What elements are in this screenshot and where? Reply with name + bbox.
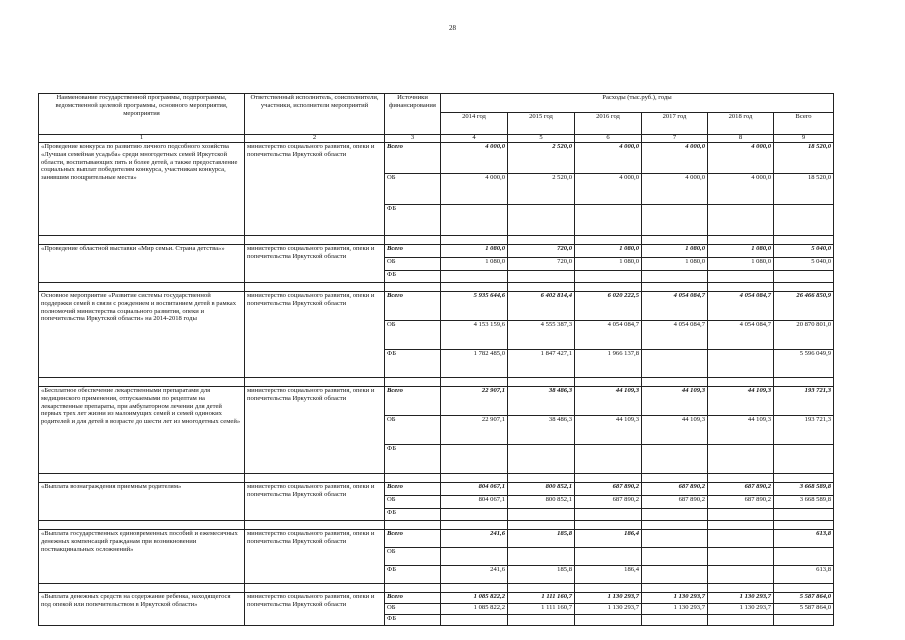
year-value-cell: 44 109,3 bbox=[642, 416, 708, 445]
empty-cell bbox=[708, 236, 774, 245]
year-value-cell bbox=[708, 530, 774, 548]
year-value-cell bbox=[575, 205, 642, 236]
total-value-cell bbox=[774, 548, 834, 566]
executor-cell: министерство социального развития, опеки и попечительства Иркутской области bbox=[245, 387, 385, 474]
header-year: 2015 год bbox=[508, 113, 575, 135]
year-value-cell bbox=[575, 509, 642, 521]
year-value-cell: 720,0 bbox=[508, 258, 575, 271]
table-row bbox=[39, 483, 834, 496]
empty-cell bbox=[508, 521, 575, 530]
empty-cell bbox=[441, 474, 508, 483]
empty-cell bbox=[642, 584, 708, 593]
year-value-cell bbox=[642, 509, 708, 521]
year-value-cell bbox=[708, 509, 774, 521]
program-name-cell: «Проведение областной выставки «Мир семьи. Страна детства»» bbox=[39, 245, 245, 283]
funding-source-cell: ФБ bbox=[385, 271, 441, 283]
total-value-cell: 3 668 589,8 bbox=[774, 496, 834, 509]
empty-cell bbox=[385, 236, 441, 245]
empty-cell bbox=[642, 474, 708, 483]
year-value-cell: 720,0 bbox=[508, 245, 575, 258]
empty-cell bbox=[774, 236, 834, 245]
year-value-cell bbox=[575, 548, 642, 566]
funding-source-cell: ОБ bbox=[385, 258, 441, 271]
header-year: 2016 год bbox=[575, 113, 642, 135]
empty-cell bbox=[39, 584, 245, 593]
year-value-cell: 1 080,0 bbox=[642, 245, 708, 258]
column-number: 7 bbox=[642, 135, 708, 143]
year-value-cell: 186,4 bbox=[575, 530, 642, 548]
year-value-cell bbox=[441, 205, 508, 236]
year-value-cell: 1 111 160,7 bbox=[508, 604, 575, 615]
funding-source-cell: ОБ bbox=[385, 416, 441, 445]
year-value-cell bbox=[708, 350, 774, 378]
year-value-cell: 687 890,2 bbox=[708, 483, 774, 496]
funding-source-cell: Всего bbox=[385, 593, 441, 604]
year-value-cell: 185,8 bbox=[508, 566, 575, 584]
year-value-cell: 1 080,0 bbox=[575, 258, 642, 271]
empty-cell bbox=[39, 474, 245, 483]
funding-source-cell: Всего bbox=[385, 245, 441, 258]
row-separator bbox=[39, 378, 834, 387]
empty-cell bbox=[708, 474, 774, 483]
column-number: 6 bbox=[575, 135, 642, 143]
header-program: Наименование государственной программы, подпрограммы, ведомственной целевой программы, основного мероприятия, мероприятия bbox=[39, 94, 245, 135]
year-value-cell: 4 054 084,7 bbox=[642, 321, 708, 350]
funding-source-cell: ФБ bbox=[385, 205, 441, 236]
budget-table-body bbox=[39, 94, 834, 626]
empty-cell bbox=[575, 521, 642, 530]
year-value-cell bbox=[642, 566, 708, 584]
total-value-cell: 26 466 850,9 bbox=[774, 292, 834, 321]
program-name-cell: «Выплата денежных средств на содержание ребенка, находящегося под опекой или попечительством в Иркутской области» bbox=[39, 593, 245, 626]
year-value-cell bbox=[642, 530, 708, 548]
year-value-cell bbox=[508, 548, 575, 566]
funding-source-cell: ОБ bbox=[385, 321, 441, 350]
funding-source-cell: ФБ bbox=[385, 566, 441, 584]
column-number: 3 bbox=[385, 135, 441, 143]
row-separator bbox=[39, 236, 834, 245]
year-value-cell: 687 890,2 bbox=[575, 496, 642, 509]
year-value-cell bbox=[508, 271, 575, 283]
column-number: 9 bbox=[774, 135, 834, 143]
year-value-cell: 4 000,0 bbox=[575, 143, 642, 174]
year-value-cell: 38 486,3 bbox=[508, 416, 575, 445]
program-name-cell: Основное мероприятие «Развитие системы государственной поддержки семей в связи с рождением и воспитанием детей в рамках полномочий министерства социального развития, опеки и попечительства Иркутской области» на 2014-2018 годы bbox=[39, 292, 245, 378]
header-year: 2014 год bbox=[441, 113, 508, 135]
empty-cell bbox=[385, 378, 441, 387]
year-value-cell: 4 153 159,6 bbox=[441, 321, 508, 350]
year-value-cell bbox=[508, 445, 575, 474]
empty-cell bbox=[575, 378, 642, 387]
empty-cell bbox=[575, 474, 642, 483]
executor-cell: министерство социального развития, опеки и попечительства Иркутской области bbox=[245, 483, 385, 521]
year-value-cell bbox=[441, 548, 508, 566]
header-year: 2018 год bbox=[708, 113, 774, 135]
year-value-cell: 1 847 427,1 bbox=[508, 350, 575, 378]
funding-source-cell: ОБ bbox=[385, 174, 441, 205]
funding-source-cell: ФБ bbox=[385, 445, 441, 474]
total-value-cell bbox=[774, 509, 834, 521]
total-value-cell bbox=[774, 615, 834, 626]
empty-cell bbox=[642, 236, 708, 245]
empty-cell bbox=[708, 283, 774, 292]
year-value-cell bbox=[441, 271, 508, 283]
empty-cell bbox=[508, 236, 575, 245]
budget-table bbox=[38, 93, 834, 626]
empty-cell bbox=[508, 584, 575, 593]
year-value-cell: 1 080,0 bbox=[642, 258, 708, 271]
empty-cell bbox=[39, 378, 245, 387]
total-value-cell bbox=[774, 271, 834, 283]
year-value-cell: 804 067,1 bbox=[441, 483, 508, 496]
total-value-cell: 5 587 864,0 bbox=[774, 604, 834, 615]
funding-source-cell: Всего bbox=[385, 143, 441, 174]
year-value-cell: 4 000,0 bbox=[642, 174, 708, 205]
empty-cell bbox=[774, 283, 834, 292]
empty-cell bbox=[774, 584, 834, 593]
year-value-cell bbox=[708, 205, 774, 236]
year-value-cell: 6 402 814,4 bbox=[508, 292, 575, 321]
total-value-cell: 193 721,3 bbox=[774, 416, 834, 445]
table-row bbox=[39, 387, 834, 416]
total-value-cell: 18 520,0 bbox=[774, 174, 834, 205]
year-value-cell: 44 109,3 bbox=[575, 416, 642, 445]
table-row bbox=[39, 245, 834, 258]
funding-source-cell: Всего bbox=[385, 483, 441, 496]
year-value-cell: 687 890,2 bbox=[708, 496, 774, 509]
column-number: 1 bbox=[39, 135, 245, 143]
empty-cell bbox=[575, 584, 642, 593]
year-value-cell: 1 130 293,7 bbox=[708, 604, 774, 615]
year-value-cell: 1 080,0 bbox=[441, 245, 508, 258]
empty-cell bbox=[774, 378, 834, 387]
year-value-cell bbox=[642, 271, 708, 283]
empty-cell bbox=[39, 236, 245, 245]
year-value-cell bbox=[708, 548, 774, 566]
year-value-cell: 1 130 293,7 bbox=[642, 593, 708, 604]
year-value-cell: 5 935 644,6 bbox=[441, 292, 508, 321]
funding-source-cell: Всего bbox=[385, 387, 441, 416]
year-value-cell: 687 890,2 bbox=[642, 483, 708, 496]
year-value-cell bbox=[642, 445, 708, 474]
empty-cell bbox=[245, 584, 385, 593]
executor-cell: министерство социального развития, опеки и попечительства Иркутской области bbox=[245, 530, 385, 584]
empty-cell bbox=[642, 283, 708, 292]
year-value-cell bbox=[441, 615, 508, 626]
year-value-cell bbox=[642, 615, 708, 626]
year-value-cell: 6 020 222,5 bbox=[575, 292, 642, 321]
header-row bbox=[39, 94, 834, 113]
empty-cell bbox=[708, 521, 774, 530]
table-row bbox=[39, 143, 834, 174]
empty-cell bbox=[508, 378, 575, 387]
year-value-cell bbox=[575, 445, 642, 474]
year-value-cell: 1 130 293,7 bbox=[575, 593, 642, 604]
year-value-cell: 4 000,0 bbox=[708, 174, 774, 205]
program-name-cell: «Проведение конкурса по развитию личного подсобного хозяйства «Лучшая семейная усадьба» среди многодетных семей Иркутской области, воспитывающих пять и более детей, а также предоставление социальных выплат победителям конкурса, участникам конкурса, занявшим поощрительные места» bbox=[39, 143, 245, 236]
total-value-cell: 5 596 049,9 bbox=[774, 350, 834, 378]
year-value-cell: 4 054 084,7 bbox=[642, 292, 708, 321]
year-value-cell: 22 907,1 bbox=[441, 416, 508, 445]
empty-cell bbox=[245, 283, 385, 292]
year-value-cell: 804 067,1 bbox=[441, 496, 508, 509]
year-value-cell: 44 109,3 bbox=[575, 387, 642, 416]
year-value-cell: 1 130 293,7 bbox=[642, 604, 708, 615]
column-number: 4 bbox=[441, 135, 508, 143]
year-value-cell bbox=[508, 205, 575, 236]
empty-cell bbox=[385, 584, 441, 593]
total-value-cell: 18 520,0 bbox=[774, 143, 834, 174]
year-value-cell bbox=[575, 271, 642, 283]
empty-cell bbox=[441, 378, 508, 387]
year-value-cell: 1 130 293,7 bbox=[575, 604, 642, 615]
empty-cell bbox=[508, 474, 575, 483]
empty-cell bbox=[245, 474, 385, 483]
year-value-cell: 44 109,3 bbox=[708, 416, 774, 445]
empty-cell bbox=[642, 521, 708, 530]
year-value-cell: 1 080,0 bbox=[708, 245, 774, 258]
year-value-cell bbox=[708, 445, 774, 474]
empty-cell bbox=[441, 283, 508, 292]
executor-cell: министерство социального развития, опеки и попечительства Иркутской области bbox=[245, 245, 385, 283]
year-value-cell: 1 085 822,2 bbox=[441, 604, 508, 615]
year-value-cell: 1 080,0 bbox=[441, 258, 508, 271]
header-source: Источники финансирования bbox=[385, 94, 441, 135]
empty-cell bbox=[245, 521, 385, 530]
year-value-cell bbox=[508, 615, 575, 626]
total-value-cell: 5 040,0 bbox=[774, 258, 834, 271]
year-value-cell: 241,6 bbox=[441, 530, 508, 548]
empty-cell bbox=[39, 283, 245, 292]
funding-source-cell: ФБ bbox=[385, 509, 441, 521]
year-value-cell: 1 130 293,7 bbox=[708, 593, 774, 604]
header-expenses: Расходы (тыс.руб.), годы bbox=[441, 94, 834, 113]
year-value-cell bbox=[575, 615, 642, 626]
total-value-cell: 5 040,0 bbox=[774, 245, 834, 258]
year-value-cell: 2 520,0 bbox=[508, 174, 575, 205]
year-value-cell bbox=[642, 350, 708, 378]
year-value-cell: 687 890,2 bbox=[642, 496, 708, 509]
funding-source-cell: Всего bbox=[385, 292, 441, 321]
year-value-cell: 4 000,0 bbox=[642, 143, 708, 174]
total-value-cell bbox=[774, 445, 834, 474]
total-value-cell: 5 587 864,0 bbox=[774, 593, 834, 604]
year-value-cell bbox=[708, 271, 774, 283]
year-value-cell: 4 000,0 bbox=[708, 143, 774, 174]
year-value-cell: 185,8 bbox=[508, 530, 575, 548]
executor-cell: министерство социального развития, опеки и попечительства Иркутской области bbox=[245, 292, 385, 378]
year-value-cell bbox=[708, 566, 774, 584]
executor-cell: министерство социального развития, опеки и попечительства Иркутской области bbox=[245, 593, 385, 626]
year-value-cell: 38 486,3 bbox=[508, 387, 575, 416]
year-value-cell: 1 080,0 bbox=[575, 245, 642, 258]
year-value-cell: 4 000,0 bbox=[441, 174, 508, 205]
table-row bbox=[39, 593, 834, 604]
empty-cell bbox=[774, 521, 834, 530]
total-value-cell: 613,8 bbox=[774, 530, 834, 548]
total-value-cell bbox=[774, 205, 834, 236]
empty-cell bbox=[39, 521, 245, 530]
column-number: 5 bbox=[508, 135, 575, 143]
year-value-cell: 800 852,1 bbox=[508, 483, 575, 496]
total-value-cell: 20 870 801,0 bbox=[774, 321, 834, 350]
empty-cell bbox=[385, 283, 441, 292]
column-number: 2 bbox=[245, 135, 385, 143]
program-name-cell: «Бесплатное обеспечение лекарственными препаратами для медицинского применения, отпускаемыми по рецептам на лекарственные препараты, при амбулаторном лечении для детей первых трех лет жизни из малоимущих семей и семей одиноких родителей и для детей в возрасте до шести лет из многодетных семей» bbox=[39, 387, 245, 474]
year-value-cell: 4 000,0 bbox=[575, 174, 642, 205]
year-value-cell: 4 054 084,7 bbox=[575, 321, 642, 350]
year-value-cell: 4 054 084,7 bbox=[708, 292, 774, 321]
year-value-cell: 44 109,3 bbox=[708, 387, 774, 416]
year-value-cell: 1 966 137,8 bbox=[575, 350, 642, 378]
program-name-cell: «Выплата государственных единовременных пособий и ежемесячных денежных компенсаций гражданам при возникновении поствакцинальных осложнений» bbox=[39, 530, 245, 584]
row-separator bbox=[39, 283, 834, 292]
year-value-cell: 687 890,2 bbox=[575, 483, 642, 496]
year-value-cell bbox=[441, 445, 508, 474]
year-value-cell: 2 520,0 bbox=[508, 143, 575, 174]
empty-cell bbox=[774, 474, 834, 483]
year-value-cell: 1 085 822,2 bbox=[441, 593, 508, 604]
year-value-cell: 44 109,3 bbox=[642, 387, 708, 416]
funding-source-cell: ФБ bbox=[385, 615, 441, 626]
empty-cell bbox=[642, 378, 708, 387]
year-value-cell: 1 080,0 bbox=[708, 258, 774, 271]
empty-cell bbox=[441, 584, 508, 593]
funding-source-cell: Всего bbox=[385, 530, 441, 548]
empty-cell bbox=[575, 236, 642, 245]
total-value-cell: 613,8 bbox=[774, 566, 834, 584]
year-value-cell: 186,4 bbox=[575, 566, 642, 584]
empty-cell bbox=[575, 283, 642, 292]
empty-cell bbox=[385, 521, 441, 530]
funding-source-cell: ОБ bbox=[385, 496, 441, 509]
year-value-cell bbox=[441, 509, 508, 521]
executor-cell: министерство социального развития, опеки и попечительства Иркутской области bbox=[245, 143, 385, 236]
header-executor: Ответственный исполнитель, соисполнители, участники, исполнители мероприятий bbox=[245, 94, 385, 135]
header-total: Всего bbox=[774, 113, 834, 135]
year-value-cell: 4 054 084,7 bbox=[708, 321, 774, 350]
row-separator bbox=[39, 521, 834, 530]
year-value-cell: 4 000,0 bbox=[441, 143, 508, 174]
table-row bbox=[39, 530, 834, 548]
funding-source-cell: ФБ bbox=[385, 350, 441, 378]
year-value-cell: 1 111 160,7 bbox=[508, 593, 575, 604]
year-value-cell: 241,6 bbox=[441, 566, 508, 584]
year-value-cell bbox=[708, 615, 774, 626]
empty-cell bbox=[245, 378, 385, 387]
year-value-cell bbox=[642, 548, 708, 566]
year-value-cell bbox=[508, 509, 575, 521]
program-name-cell: «Выплата вознаграждения приемным родителям» bbox=[39, 483, 245, 521]
year-value-cell: 22 907,1 bbox=[441, 387, 508, 416]
page-number: 28 bbox=[449, 24, 456, 32]
empty-cell bbox=[441, 521, 508, 530]
year-value-cell: 1 782 485,0 bbox=[441, 350, 508, 378]
column-number: 8 bbox=[708, 135, 774, 143]
empty-cell bbox=[708, 584, 774, 593]
year-value-cell bbox=[642, 205, 708, 236]
empty-cell bbox=[385, 474, 441, 483]
total-value-cell: 3 668 589,8 bbox=[774, 483, 834, 496]
empty-cell bbox=[708, 378, 774, 387]
column-number-row bbox=[39, 135, 834, 143]
year-value-cell: 800 852,1 bbox=[508, 496, 575, 509]
empty-cell bbox=[508, 283, 575, 292]
total-value-cell: 193 721,3 bbox=[774, 387, 834, 416]
header-year: 2017 год bbox=[642, 113, 708, 135]
empty-cell bbox=[245, 236, 385, 245]
empty-cell bbox=[441, 236, 508, 245]
funding-source-cell: ОБ bbox=[385, 604, 441, 615]
row-separator bbox=[39, 584, 834, 593]
year-value-cell: 4 555 387,3 bbox=[508, 321, 575, 350]
table-row bbox=[39, 292, 834, 321]
row-separator bbox=[39, 474, 834, 483]
funding-source-cell: ОБ bbox=[385, 548, 441, 566]
